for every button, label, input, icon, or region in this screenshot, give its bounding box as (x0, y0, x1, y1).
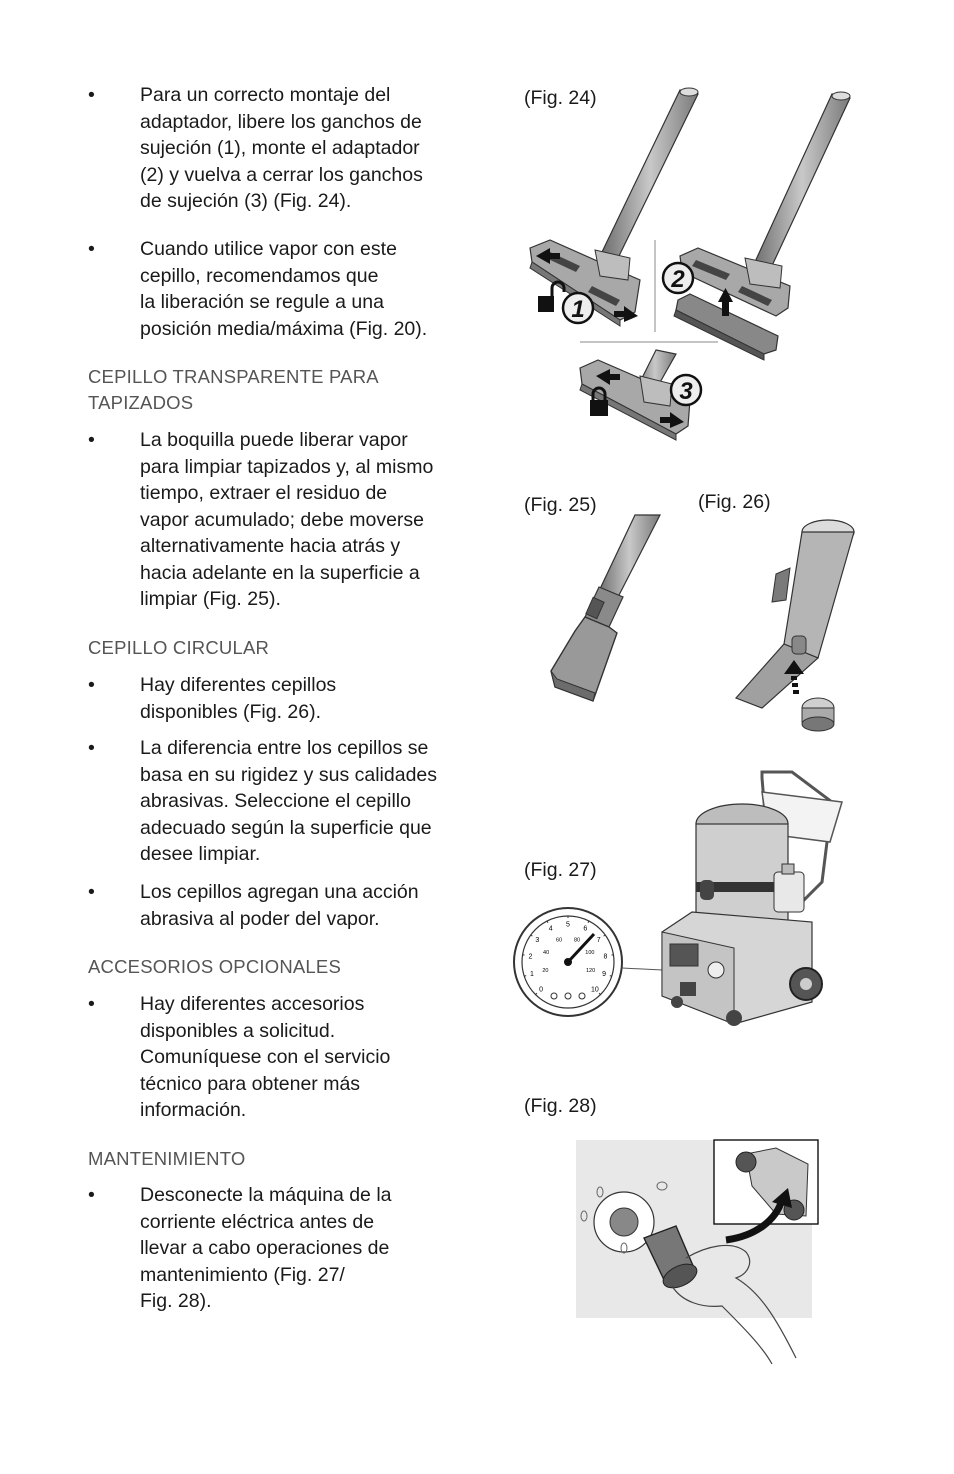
section-heading-upholstery-brush: CEPILLO TRANSPARENTE PARA TAPIZADOS (88, 366, 379, 413)
bullet-marker: • (88, 1184, 95, 1206)
bullet-text: La boquilla puede liberar vapor para limpiar tapizados y, al mismo tiempo, extraer el residuo de vapor acumulado; debe moverse alternativamente hacia atrás y hacia adelante en la superficie a limpiar (Fig. 25). (140, 429, 434, 610)
gauge-tick-label: 3 (535, 937, 540, 945)
gauge-inner-label: 20 (542, 968, 549, 975)
figure-label-28: (Fig. 28) (524, 1095, 597, 1117)
figure-label-26: (Fig. 26) (698, 491, 771, 513)
bullet-marker: • (88, 429, 95, 451)
bullet-marker: • (88, 84, 95, 106)
gauge-tick-label: 9 (602, 971, 607, 979)
bullet-marker: • (88, 993, 95, 1015)
bullet-text: Cuando utilice vapor con este cepillo, recomendamos que la liberación se regule a una posición media/máxima (Fig. 20). (140, 238, 428, 340)
gauge-tick-label: 0 (539, 986, 544, 994)
gauge-tick-label: 6 (583, 925, 588, 933)
gauge-inner-label: 120 (586, 968, 596, 975)
bullet-text: Hay diferentes cepillos disponibles (Fig. 26). (140, 674, 337, 723)
bullet-text: Para un correcto montaje del adaptador, libere los ganchos de sujeción (1), monte el adaptador (2) y vuelva a cerrar los ganchos de sujeción (3) (Fig. 24). (140, 84, 423, 212)
bullet-marker: • (88, 674, 95, 696)
figure-label-27: (Fig. 27) (524, 859, 597, 881)
section-heading-maintenance: MANTENIMIENTO (88, 1148, 246, 1169)
gauge-tick-label: 10 (591, 986, 599, 994)
bullet-text: Desconecte la máquina de la corriente eléctrica antes de llevar a cabo operaciones de mantenimiento (Fig. 27/ Fig. 28). (140, 1184, 392, 1312)
figure-24-illustration (520, 80, 860, 450)
section-heading-circular-brush: CEPILLO CIRCULAR (88, 637, 270, 658)
gauge-tick-label: 1 (529, 971, 534, 979)
gauge-inner-label: 100 (585, 950, 595, 957)
figure-label-24: (Fig. 24) (524, 87, 597, 109)
bullet-marker: • (88, 881, 95, 903)
gauge-tick-label: 2 (528, 953, 533, 961)
gauge-tick-label: 7 (596, 937, 601, 945)
gauge-inner-label: 40 (543, 950, 550, 957)
step-number-3: 3 (679, 378, 693, 405)
gauge-tick-label: 5 (566, 921, 570, 929)
gauge-tick (610, 976, 612, 977)
figure-27-illustration (512, 762, 857, 1034)
bullet-marker: • (88, 238, 95, 260)
gauge-tick-label: 8 (603, 953, 608, 961)
step-number-1: 1 (571, 296, 585, 323)
bullet-text: Hay diferentes accesorios disponibles a solicitud. Comuníquese con el servicio técnico para obtener más información. (140, 993, 391, 1121)
bullet-text: Los cepillos agregan una acción abrasiva al poder del vapor. (140, 881, 419, 930)
step-number-2: 2 (671, 266, 685, 293)
gauge-inner-label: 60 (555, 937, 563, 944)
gauge-inner-label: 80 (573, 937, 581, 944)
figure-25-illustration (545, 515, 675, 715)
bullet-text: La diferencia entre los cepillos se basa en su rigidez y sus calidades abrasivas. Seleccione el cepillo adecuado según la superficie que desee limpiar. (140, 737, 438, 865)
figure-label-25: (Fig. 25) (524, 494, 597, 516)
figure-26-illustration (728, 518, 858, 738)
gauge-tick (524, 976, 526, 977)
figure-28-illustration (576, 1140, 821, 1365)
gauge-tick-label: 4 (548, 925, 553, 933)
pressure-gauge (514, 908, 622, 1016)
section-heading-optional-accessories: ACCESORIOS OPCIONALES (88, 956, 341, 977)
bullet-marker: • (88, 737, 95, 759)
